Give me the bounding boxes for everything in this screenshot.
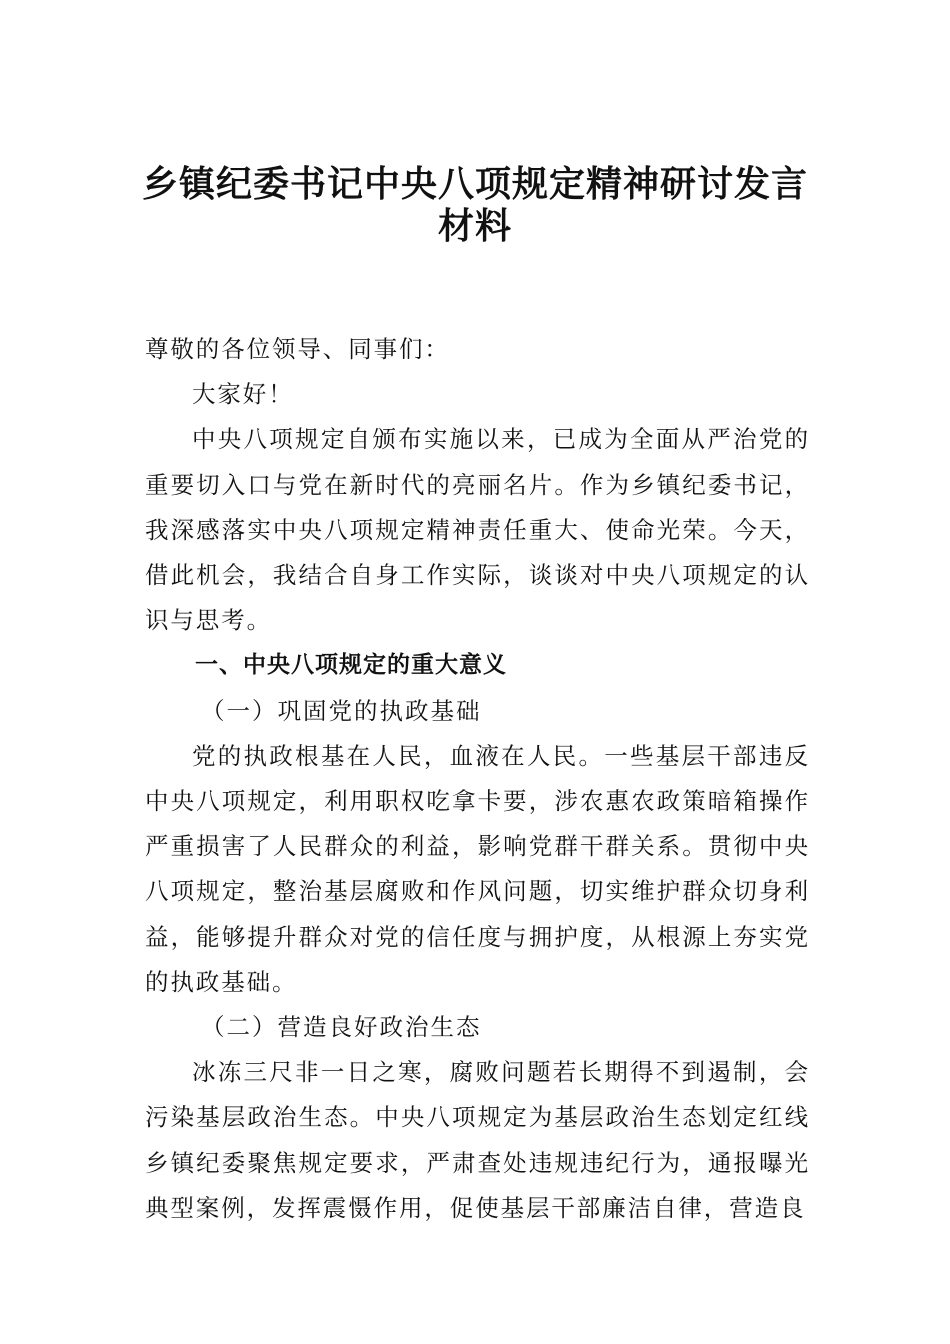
- subsection-1-paragraph: 党的执政根基在人民，血液在人民。一些基层干部违反中央八项规定，利用职权吃拿卡要，涉农惠农政策暗箱操作严重损害了人民群众的利益，影响党群干群关系。贯彻中央八项规定，整治基层腐败和作风问题，切实维护群众切身利益，能够提升群众对党的信任度与拥护度，从根源上夯实党的执政基础。: [145, 741, 810, 996]
- document-title-line-2: 材料: [437, 206, 512, 247]
- section-heading-1: 一、中央八项规定的重大意义: [195, 652, 507, 679]
- salutation: 尊敬的各位领导、同事们：: [145, 335, 450, 363]
- subsection-2-paragraph: 冰冻三尺非一日之寒，腐败问题若长期得不到遏制，会污染基层政治生态。中央八项规定为基层政治生态划定红线乡镇纪委聚焦规定要求，严肃查处违规违纪行为，通报曝光典型案例，发挥震慑作用，促使基层干部廉洁自律，营造良: [145, 1058, 810, 1222]
- intro-paragraph: 中央八项规定自颁布实施以来，已成为全面从严治党的重要切入口与党在新时代的亮丽名片。作为乡镇纪委书记，我深感落实中央八项规定精神责任重大、使命光荣。今天，借此机会，我结合自身工作实际，谈谈对中央八项规定的认识与思考。: [145, 425, 810, 635]
- subsection-heading-1: （一）巩固党的执政基础: [201, 696, 482, 725]
- document-title-line-1: 乡镇纪委书记中央八项规定精神研讨发言: [141, 164, 808, 205]
- greeting: 大家好！: [192, 380, 294, 409]
- subsection-heading-2: （二）营造良好政治生态: [201, 1013, 482, 1042]
- document-body: [145, 327, 810, 1231]
